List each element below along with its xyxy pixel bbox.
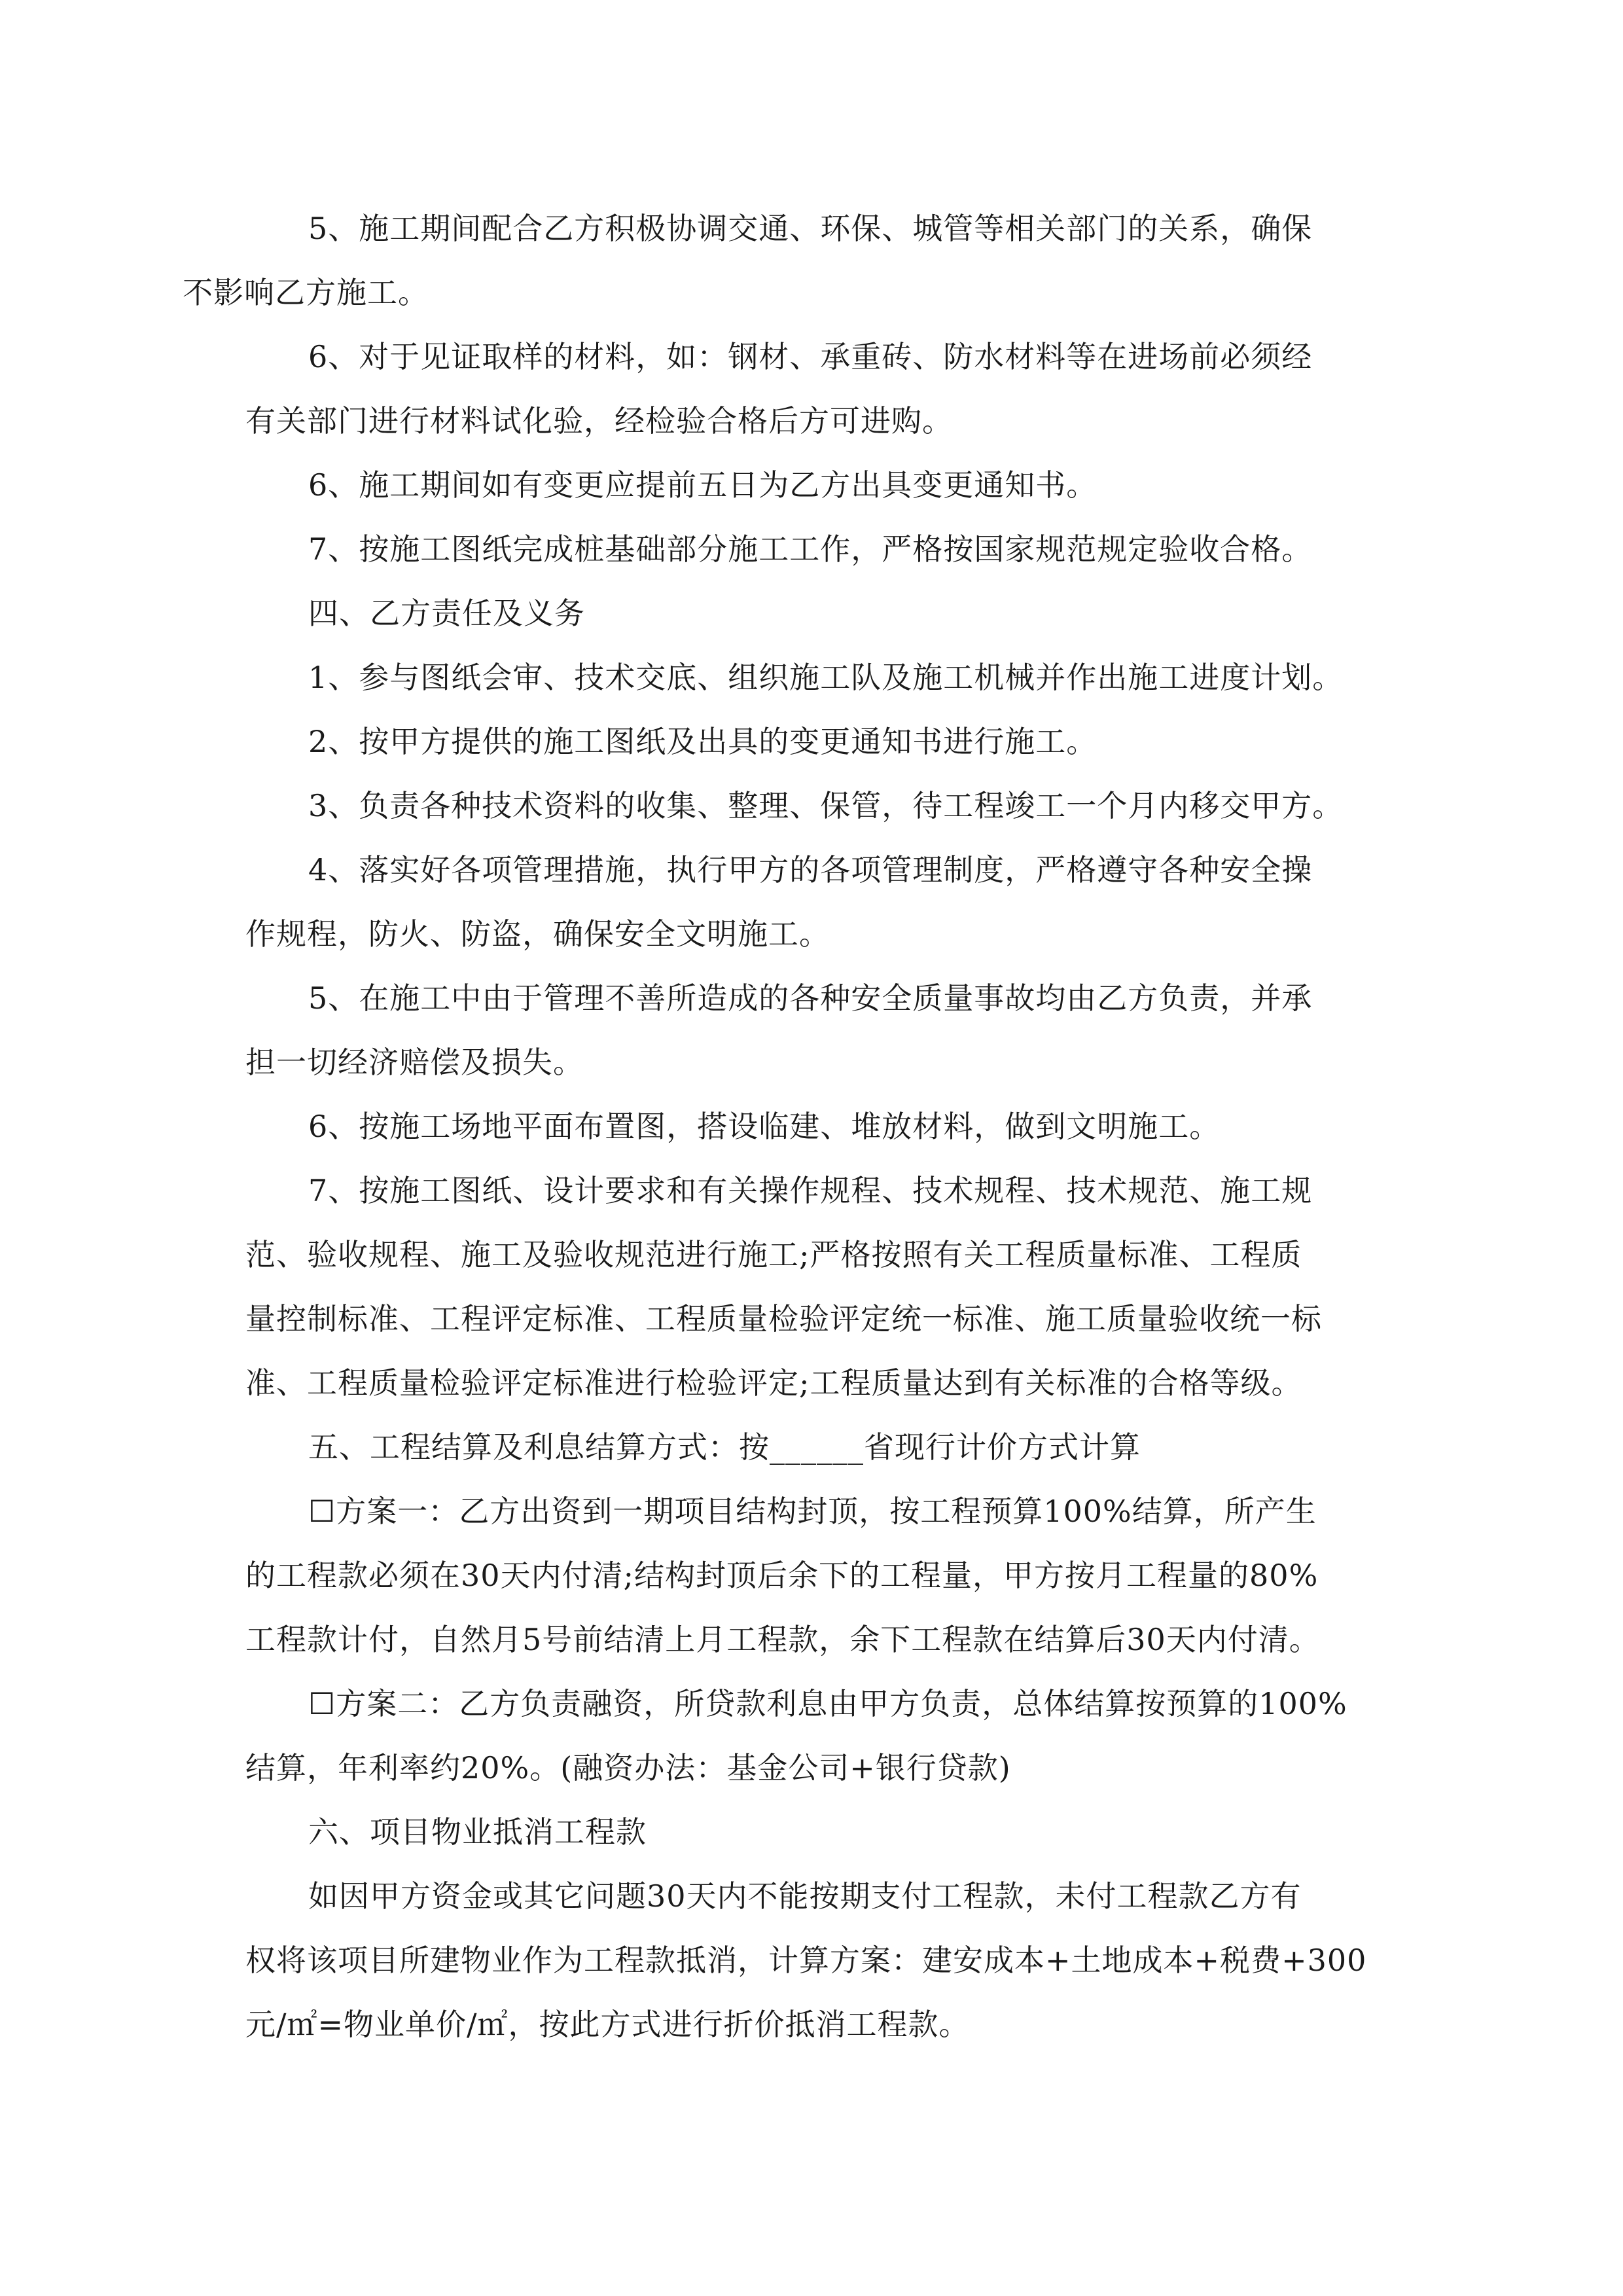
text-line: 范、验收规程、施工及验收规范进行施工;严格按照有关工程质量标准、工程质 [245, 1237, 1302, 1272]
document-page [183, 196, 1384, 2056]
paragraph-17 [245, 1864, 1384, 2056]
text-line: 结算，年利率约20%。(融资办法：基金公司+银行贷款) [245, 1750, 1011, 1785]
text-line: 3、负责各种技术资料的收集、整理、保管，待工程竣工一个月内移交甲方。 [308, 788, 1344, 823]
paragraph-11 [245, 1094, 1384, 1158]
paragraph-10 [245, 966, 1384, 1094]
paragraph-7 [245, 709, 1384, 774]
paragraph-9 [245, 838, 1384, 966]
text-line: 准、工程质量检验评定标准进行检验评定;工程质量达到有关标准的合格等级。 [245, 1365, 1302, 1401]
section-heading-4 [245, 581, 1384, 645]
text-line: 元/㎡=物业单价/㎡，按此方式进行折价抵消工程款。 [245, 2007, 970, 2042]
text-line: 5、施工期间配合乙方积极协调交通、环保、城管等相关部门的关系，确保 [308, 211, 1313, 246]
text-line: 6、施工期间如有变更应提前五日为乙方出具变更通知书。 [308, 467, 1097, 503]
text-line: 的工程款必须在30天内付清;结构封顶后余下的工程量，甲方按月工程量的80% [245, 1558, 1319, 1593]
text-line: 权将该项目所建物业作为工程款抵消，计算方案：建安成本+土地成本+税费+300 [245, 1943, 1367, 1978]
paragraph-4 [245, 517, 1384, 581]
text-line: 1、参与图纸会审、技术交底、组织施工队及施工机械并作出施工进度计划。 [308, 660, 1344, 695]
text-line: 7、按施工图纸完成桩基础部分施工工作，严格按国家规范规定验收合格。 [308, 531, 1313, 567]
paragraph-option-2 [245, 1672, 1384, 1800]
text-line: 不影响乙方施工。 [183, 275, 429, 310]
paragraph-8 [245, 774, 1384, 838]
section-heading-6 [245, 1800, 1384, 1864]
text-line: 5、在施工中由于管理不善所造成的各种安全质量事故均由乙方负责，并承 [308, 980, 1313, 1016]
paragraph-12 [245, 1158, 1384, 1415]
text-line: ☐方案二：乙方负责融资，所贷款利息由甲方负责，总体结算按预算的100% [308, 1686, 1347, 1721]
text-line: 6、对于见证取样的材料，如：钢材、承重砖、防水材料等在进场前必须经 [308, 339, 1313, 374]
paragraph-2 [245, 325, 1384, 453]
paragraph-1 [183, 196, 1384, 325]
text-line: ☐方案一：乙方出资到一期项目结构封顶，按工程预算100%结算，所产生 [308, 1494, 1317, 1529]
text-line: 4、落实好各项管理措施，执行甲方的各项管理制度，严格遵守各种安全操 [308, 852, 1313, 888]
text-line: 五、工程结算及利息结算方式：按______省现行计价方式计算 [308, 1429, 1141, 1465]
text-line: 作规程，防火、防盗，确保安全文明施工。 [245, 916, 830, 952]
section-heading-5 [245, 1415, 1384, 1479]
text-line: 六、项目物业抵消工程款 [308, 1814, 647, 1850]
text-line: 6、按施工场地平面布置图，搭设临建、堆放材料，做到文明施工。 [308, 1109, 1221, 1144]
text-line: 2、按甲方提供的施工图纸及出具的变更通知书进行施工。 [308, 724, 1097, 759]
text-line: 如因甲方资金或其它问题30天内不能按期支付工程款，未付工程款乙方有 [308, 1878, 1302, 1914]
paragraph-3 [245, 453, 1384, 517]
text-line: 担一切经济赔偿及损失。 [245, 1045, 584, 1080]
text-line: 工程款计付，自然月5号前结清上月工程款，余下工程款在结算后30天内付清。 [245, 1622, 1320, 1657]
text-line: 7、按施工图纸、设计要求和有关操作规程、技术规程、技术规范、施工规 [308, 1173, 1313, 1208]
text-line: 四、乙方责任及义务 [308, 596, 585, 631]
text-line: 有关部门进行材料试化验，经检验合格后方可进购。 [245, 403, 953, 439]
paragraph-option-1 [245, 1479, 1384, 1672]
text-line: 量控制标准、工程评定标准、工程质量检验评定统一标准、施工质量验收统一标 [245, 1301, 1322, 1336]
paragraph-6 [245, 645, 1384, 709]
